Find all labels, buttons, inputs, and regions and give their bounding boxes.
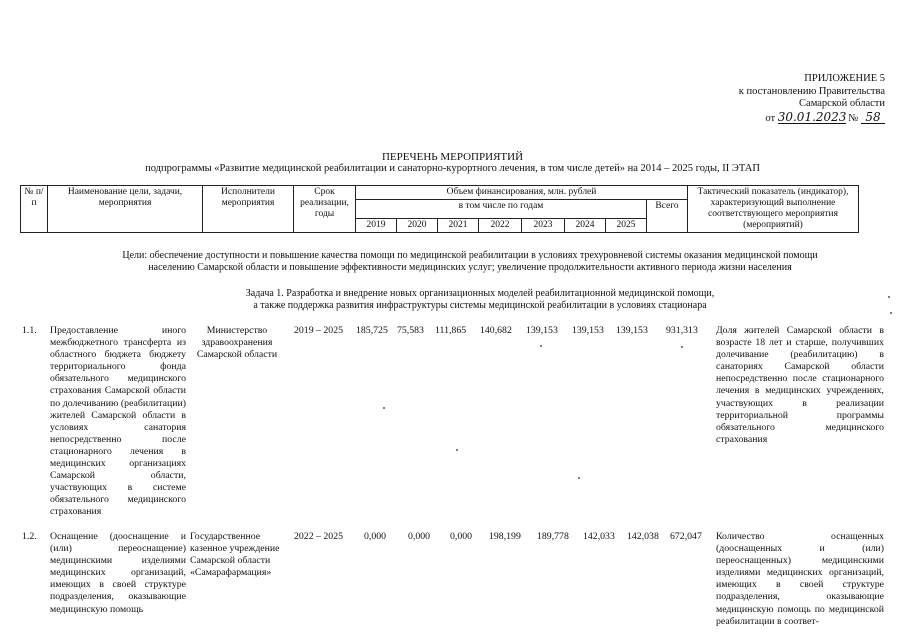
row-indicator: Доля жителей Самарской области в возрасте 18 лет и старше, получивших долечивание (реабилитацию) в санаториях Самарской области непосредственно после стационарного лечения в медицинских учреждениях, участвующих в реализации территориальной программы обязательного медицинского страхования bbox=[716, 325, 884, 445]
scan-speck bbox=[578, 477, 580, 479]
scan-speck bbox=[890, 312, 892, 314]
row-term: 2019 – 2025 bbox=[294, 325, 343, 336]
header-table bbox=[20, 185, 859, 233]
row-value-2019: 185,725 bbox=[356, 325, 388, 336]
row-value-2024: 139,153 bbox=[572, 325, 604, 336]
header-col-name: Наименование цели, задачи, мероприятия bbox=[48, 186, 203, 233]
task-text bbox=[180, 288, 780, 312]
annex-date: 30.01.2023 bbox=[777, 109, 847, 124]
header-year: 2022 bbox=[479, 219, 522, 233]
goal-text bbox=[110, 250, 830, 274]
row-executor: Министерство здравоохранения Самарской области bbox=[196, 325, 278, 361]
scan-speck bbox=[383, 407, 385, 409]
header-col-fin: Объем финансирования, млн. рублей bbox=[356, 186, 688, 200]
header-year: 2019 bbox=[356, 219, 397, 233]
document-title: ПЕРЕЧЕНЬ МЕРОПРИЯТИЙ bbox=[381, 151, 524, 163]
annex-line: Самарской области bbox=[799, 98, 885, 109]
annex-block bbox=[700, 73, 885, 125]
document-subtitle: подпрограммы «Развитие медицинской реабилитации и санаторно-курортного лечения, в том числе детей» на 2014 – 2025 годы, II ЭТАП bbox=[145, 163, 760, 174]
row-value-2020: 75,583 bbox=[397, 325, 424, 336]
header-col-no: № п/п bbox=[21, 186, 48, 233]
row-value-2021: 0,000 bbox=[450, 531, 473, 542]
row-value-2022: 140,682 bbox=[480, 325, 512, 336]
row-term: 2022 – 2025 bbox=[294, 531, 343, 542]
scan-speck bbox=[888, 296, 890, 298]
row-indicator: Количество оснащенных (дооснащенных и (или) переоснащенных) медицинскими изделиями медицинских организаций, имеющих в своей структуре подразделения, оказывающие медицинскую помощь по медицинской реабилитации в соответ- bbox=[716, 531, 884, 627]
row-value-2020: 0,000 bbox=[408, 531, 431, 542]
row-value-2025: 142,038 bbox=[627, 531, 659, 542]
annex-from-label: от bbox=[765, 112, 776, 124]
row-total: 672,047 bbox=[670, 531, 702, 542]
header-col-byyear: в том числе по годам bbox=[356, 200, 647, 219]
row-value-2019: 0,000 bbox=[364, 531, 387, 542]
row-value-2023: 139,153 bbox=[526, 325, 558, 336]
row-name: Оснащение (дооснащение и (или) переоснащение) медицинскими изделиями медицинских организаций, имеющих в своей структуре подразделения, оказывающие медицинскую помощь bbox=[50, 531, 186, 615]
scan-speck bbox=[681, 346, 683, 348]
row-value-2024: 142,033 bbox=[583, 531, 615, 542]
row-value-2021: 111,865 bbox=[435, 325, 467, 336]
header-year: 2020 bbox=[397, 219, 438, 233]
annex-number-label: № bbox=[848, 112, 859, 124]
row-number: 1.2. bbox=[22, 531, 37, 542]
scan-speck bbox=[456, 449, 458, 451]
task-line: Задача 1. Разработка и внедрение новых организационных моделей реабилитационной медицинской помощи, bbox=[245, 288, 715, 299]
annex-line: к постановлению Правительства bbox=[738, 85, 885, 97]
header-year: 2025 bbox=[606, 219, 647, 233]
row-value-2025: 139,153 bbox=[616, 325, 648, 336]
header-col-total: Всего bbox=[647, 200, 688, 233]
header-col-term: Срок реализации, годы bbox=[294, 186, 356, 233]
header-year: 2024 bbox=[565, 219, 606, 233]
row-number: 1.1. bbox=[22, 325, 37, 336]
header-col-indicator: Тактический показатель (индикатор), характеризующий выполнение соответствующего мероприятия (мероприятий) bbox=[688, 186, 859, 233]
scan-speck bbox=[540, 345, 542, 347]
row-name: Предоставление иного межбюджетного трансферта из областного бюджета бюджету территориального фонда обязательного медицинского страхования Самарской области по долечиванию (реабилитации) жителей Самарской области в условиях санатория непосредственно после стационарного лечения в медицинских организациях Самарской области, участвующих в системе обязательного медицинского страхования bbox=[50, 325, 186, 518]
header-col-exec: Исполнители мероприятия bbox=[203, 186, 294, 233]
annex-date-line bbox=[700, 111, 885, 126]
row-value-2022: 198,199 bbox=[489, 531, 521, 542]
goal-line: населению Самарской области и повышение эффективности медицинских услуг; увеличение продолжительности активного периода жизни населения bbox=[148, 262, 792, 273]
annex-number: 58 bbox=[861, 111, 885, 125]
row-executor: Государственное казенное учреждение Самарской области «Самарафармация» bbox=[190, 531, 280, 579]
row-value-2023: 189,778 bbox=[537, 531, 569, 542]
task-line: а также поддержка развития инфраструктуры системы медицинской реабилитации в условиях стационара bbox=[253, 300, 707, 311]
annex-title: ПРИЛОЖЕНИЕ 5 bbox=[804, 73, 885, 84]
header-year: 2023 bbox=[522, 219, 565, 233]
row-total: 931,313 bbox=[666, 325, 698, 336]
goal-line: Цели: обеспечение доступности и повышение качества помощи по медицинской реабилитации в условиях трехуровневой системы оказания медицинской помощи bbox=[122, 250, 818, 261]
header-year: 2021 bbox=[438, 219, 479, 233]
